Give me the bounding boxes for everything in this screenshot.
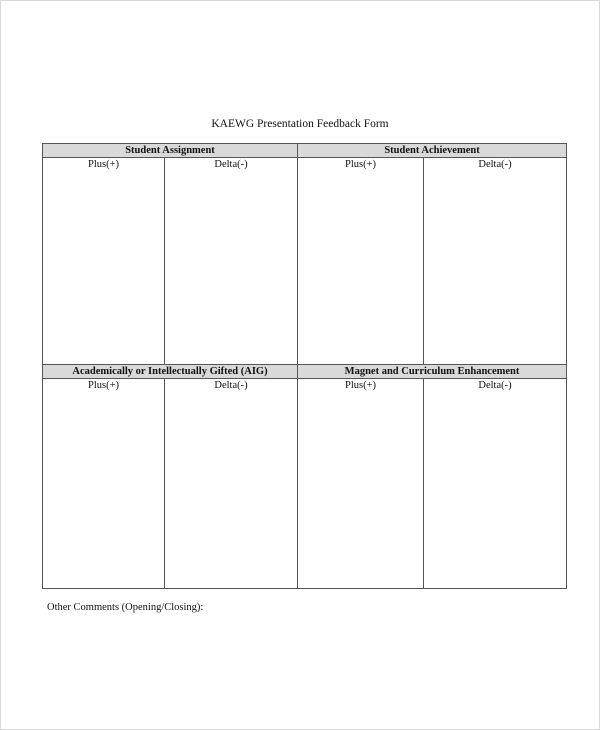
- section-header-magnet: Magnet and Curriculum Enhancement: [298, 365, 567, 379]
- delta-label: Delta(-): [478, 159, 512, 170]
- body-row-bottom: [43, 379, 567, 589]
- aig-delta-cell[interactable]: [165, 379, 298, 589]
- header-row-bottom: [43, 365, 567, 379]
- plus-label: Plus(+): [87, 380, 119, 391]
- plus-label: Plus(+): [345, 380, 377, 391]
- section-header-aig: Academically or Intellectually Gifted (AIG): [43, 365, 298, 379]
- student-assignment-delta-cell[interactable]: [165, 158, 298, 365]
- section-header-student-achievement: Student Achievement: [298, 144, 567, 158]
- student-achievement-delta-cell[interactable]: [424, 158, 567, 365]
- plus-label: Plus(+): [345, 159, 377, 170]
- header-row-top: [43, 144, 567, 158]
- delta-label: Delta(-): [478, 380, 512, 391]
- magnet-plus-cell[interactable]: [298, 379, 424, 589]
- section-header-student-assignment: Student Assignment: [43, 144, 298, 158]
- student-achievement-plus-cell[interactable]: [298, 158, 424, 365]
- delta-label: Delta(-): [214, 380, 248, 391]
- magnet-delta-cell[interactable]: [424, 379, 567, 589]
- body-row-top: [43, 158, 567, 365]
- form-title: KAEWG Presentation Feedback Form: [211, 118, 389, 130]
- other-comments-label: Other Comments (Opening/Closing):: [47, 602, 204, 613]
- aig-plus-cell[interactable]: [43, 379, 165, 589]
- plus-label: Plus(+): [87, 159, 119, 170]
- feedback-table: [42, 143, 567, 589]
- student-assignment-plus-cell[interactable]: [43, 158, 165, 365]
- delta-label: Delta(-): [214, 159, 248, 170]
